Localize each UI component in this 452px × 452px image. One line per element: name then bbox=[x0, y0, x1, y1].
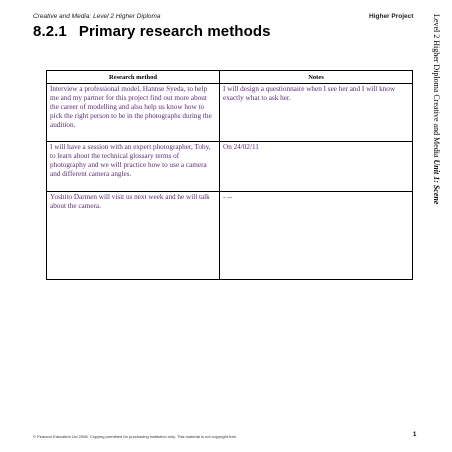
copyright-footer: © Pearson Education Ltd 2008. Copying permitted for purchasing institution only. This material is not copyright free. bbox=[33, 434, 238, 439]
research-method-cell[interactable]: I will have a session with an expert photographer, Toby, to learn about the technical glossary terms of photography and we will practice how to use a camera and different camera angles. bbox=[47, 142, 220, 192]
side-label-diploma: Level 2 Higher Diploma Creative and Media bbox=[432, 14, 441, 160]
research-method-cell[interactable]: Interview a professional model, Hannse Syeda, to help me and my partner for this project find out more about the career of modelling and also help us know how to pick the right person to be in the photographs during the audition. bbox=[47, 84, 220, 142]
notes-cell[interactable]: - -- bbox=[220, 192, 413, 280]
header-project-label: Higher Project bbox=[369, 13, 414, 20]
header-diploma-title: Creative and Media: Level 2 Higher Diploma bbox=[33, 13, 161, 20]
page-number: 1 bbox=[413, 432, 417, 438]
side-label bbox=[432, 14, 441, 204]
research-method-cell[interactable]: Yoshito Darmen will visit us next week and he will talk about the camera. bbox=[47, 192, 220, 280]
table-row bbox=[47, 84, 413, 142]
column-header-notes: Notes bbox=[220, 71, 413, 84]
column-header-research-method: Research method bbox=[47, 71, 220, 84]
research-methods-table bbox=[46, 70, 413, 280]
side-label-unit: Unit 1: Scene bbox=[432, 159, 441, 205]
section-number: 8.2.1 bbox=[33, 23, 67, 40]
table-row bbox=[47, 192, 413, 280]
table-header-row bbox=[47, 71, 413, 84]
table-row bbox=[47, 142, 413, 192]
notes-cell[interactable]: I will design a questionnaire when I see her and I will know exactly what to ask her. bbox=[220, 84, 413, 142]
page-title bbox=[33, 23, 271, 40]
section-title: Primary research methods bbox=[78, 23, 271, 40]
notes-cell[interactable]: On 24/02/11 bbox=[220, 142, 413, 192]
